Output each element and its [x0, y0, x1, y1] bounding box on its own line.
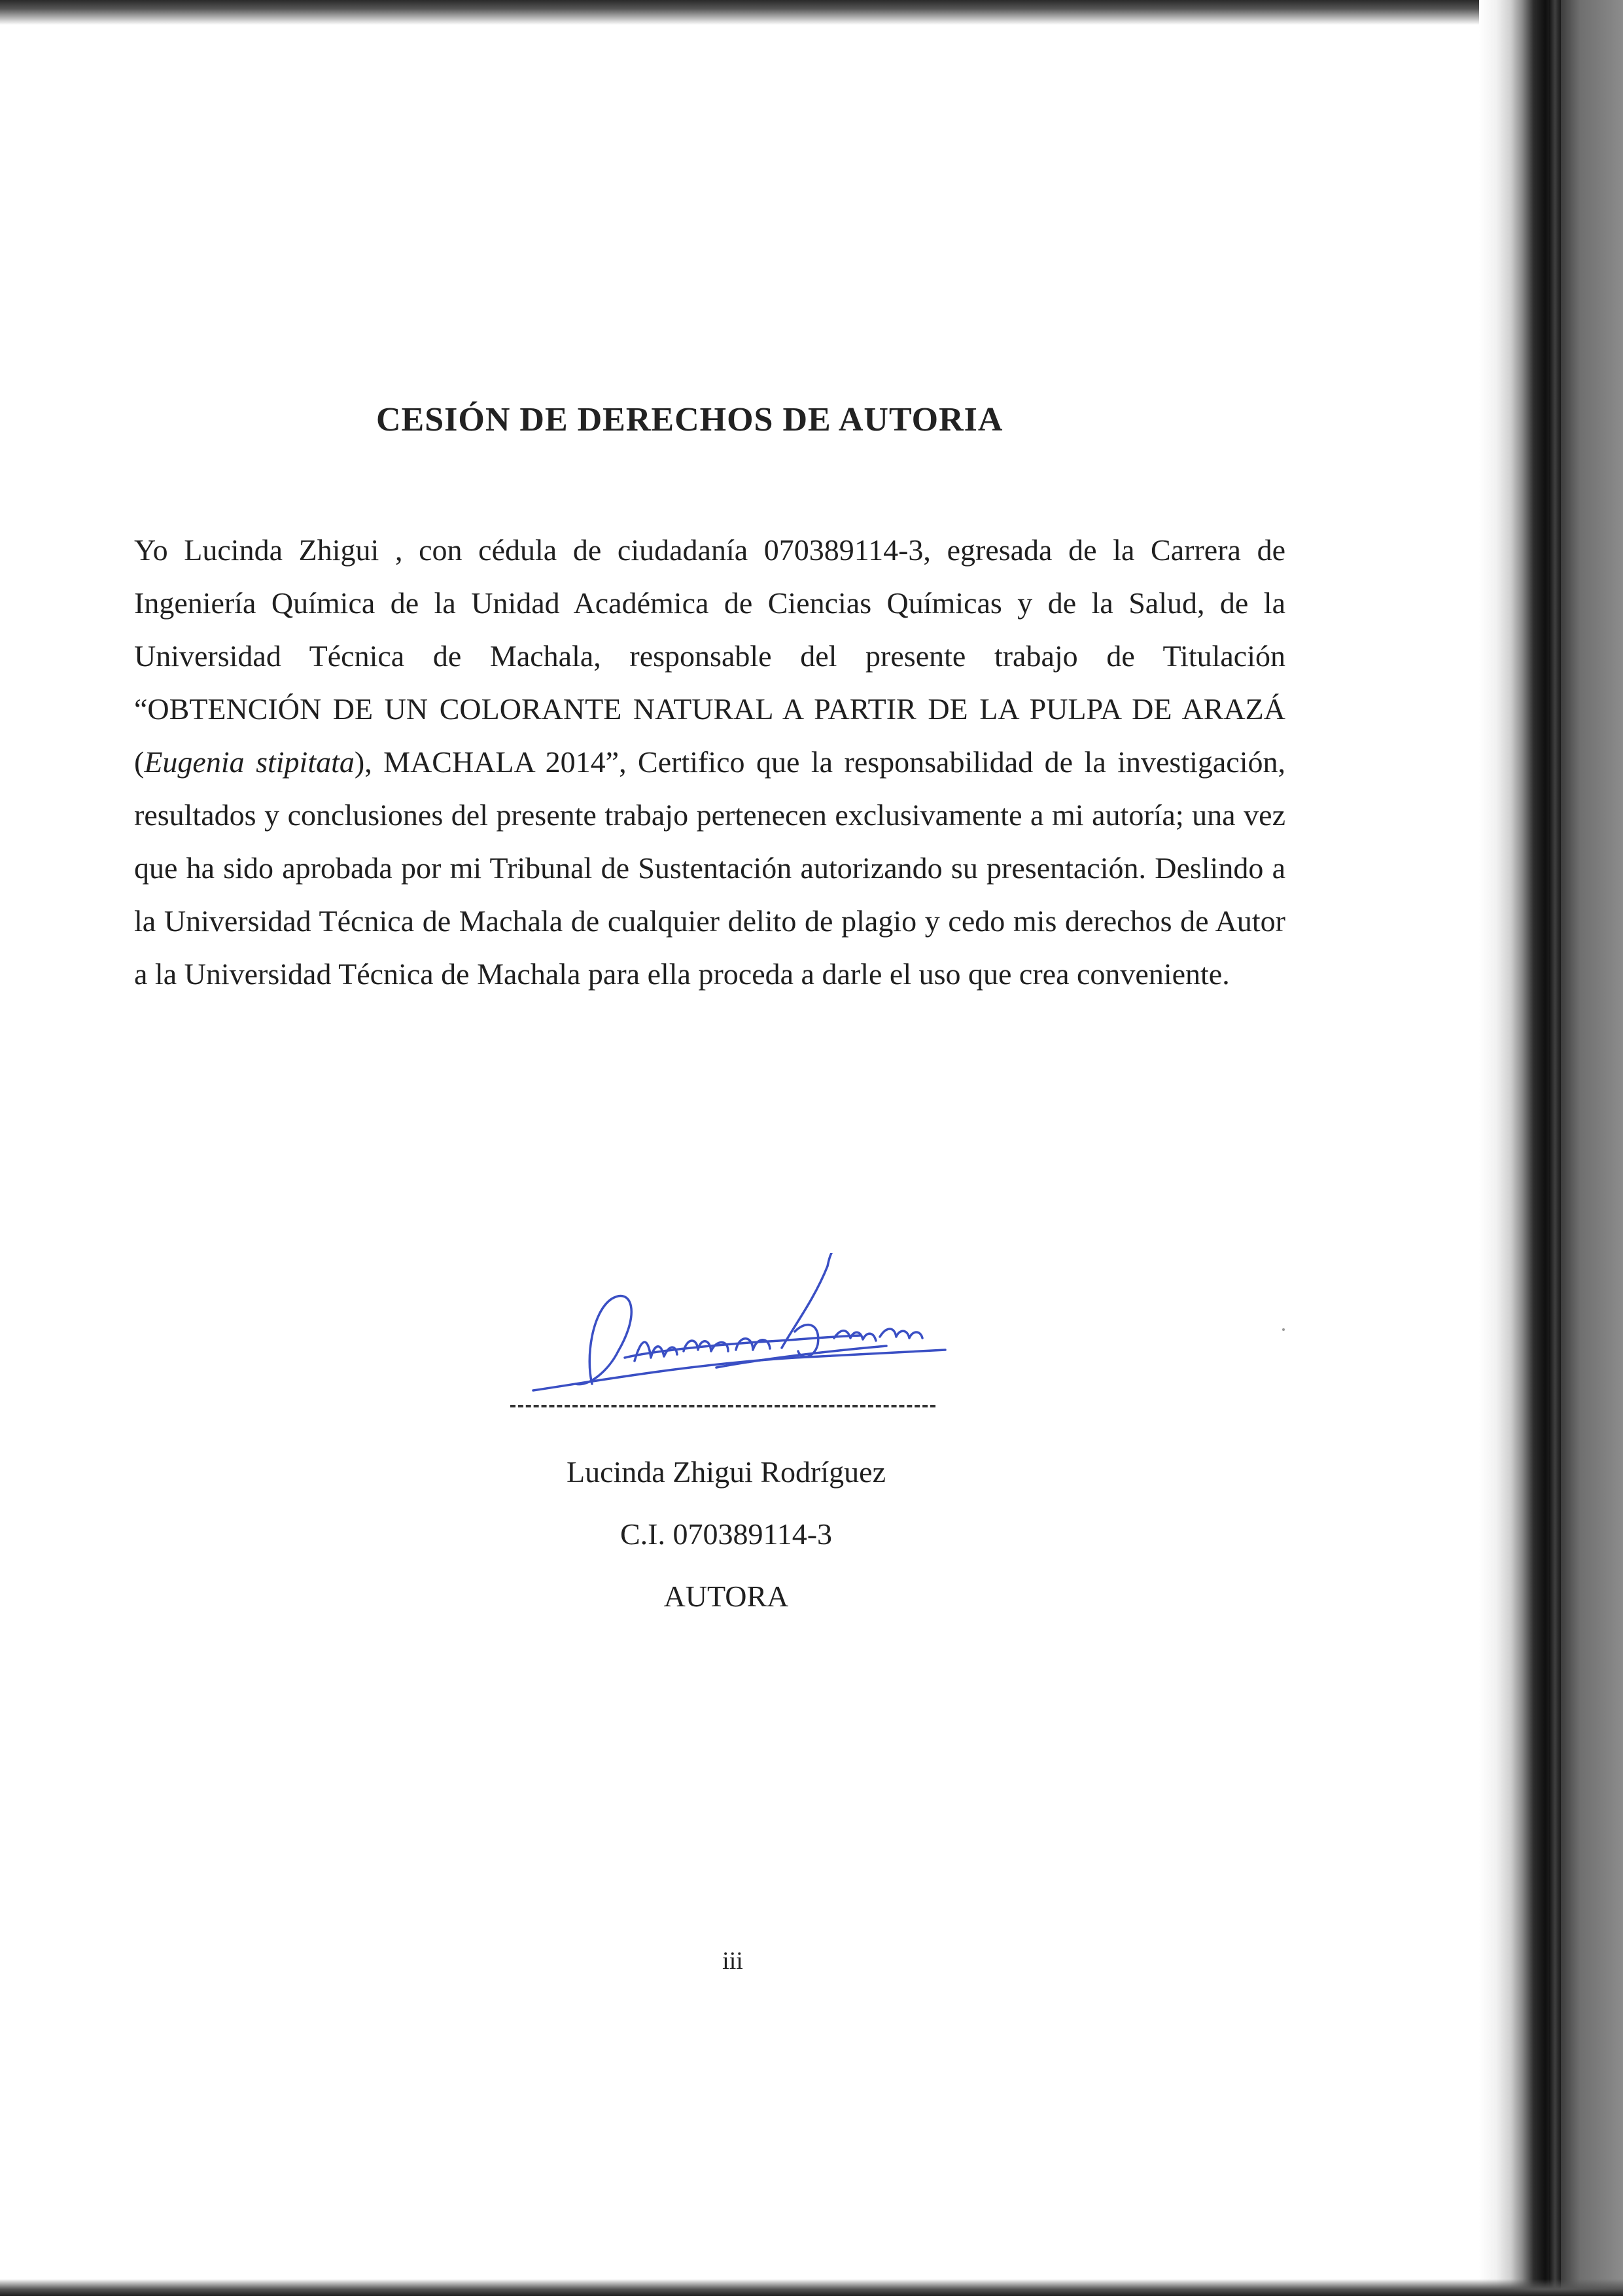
handwritten-signature — [520, 1253, 952, 1404]
author-name: Lucinda Zhigui Rodríguez — [567, 1455, 886, 1489]
author-id: C.I. 070389114-3 — [620, 1517, 833, 1551]
page-number: iii — [722, 1947, 743, 1975]
signature-block — [419, 1453, 1034, 1639]
body-paragraph — [134, 523, 1285, 1000]
scan-top-shadow — [0, 0, 1623, 25]
body-text-part-1: Yo Lucinda Zhigui , con cédula de ciudadanía 070389114-3, egresada de la Carrera de Ingeniería Química de la Unidad Académica de Ciencias Químicas y de la Salud, de la Universidad Técnica de Machala, responsable del presente trabajo de Titulación “OBTENCIÓN DE UN COLORANTE NATURAL A PARTIR DE LA PULPA DE ARAZÁ ( — [134, 533, 1285, 779]
species-name-italic: Eugenia stipitata — [144, 745, 355, 779]
author-role: AUTORA — [663, 1580, 789, 1613]
scan-speck — [1282, 1328, 1285, 1331]
scan-bottom-shadow — [0, 2279, 1623, 2296]
signature-line — [510, 1405, 935, 1407]
document-title: CESIÓN DE DERECHOS DE AUTORIA — [376, 401, 1003, 438]
body-text-part-2: ), MACHALA 2014”, Certifico que la responsabilidad de la investigación, resultados y conclusiones del presente trabajo pertenecen exclusivamente a mi autoría; una vez que ha sido aprobada por mi Tribunal de Sustentación autorizando su presentación. Deslindo a la Universidad Técnica de Machala de cualquier delito de plagio y cedo mis derechos de Autor a la Universidad Técnica de Machala para ella proceda a darle el uso que crea conveniente. — [134, 745, 1285, 991]
binding-shadow-line — [1549, 0, 1561, 2296]
